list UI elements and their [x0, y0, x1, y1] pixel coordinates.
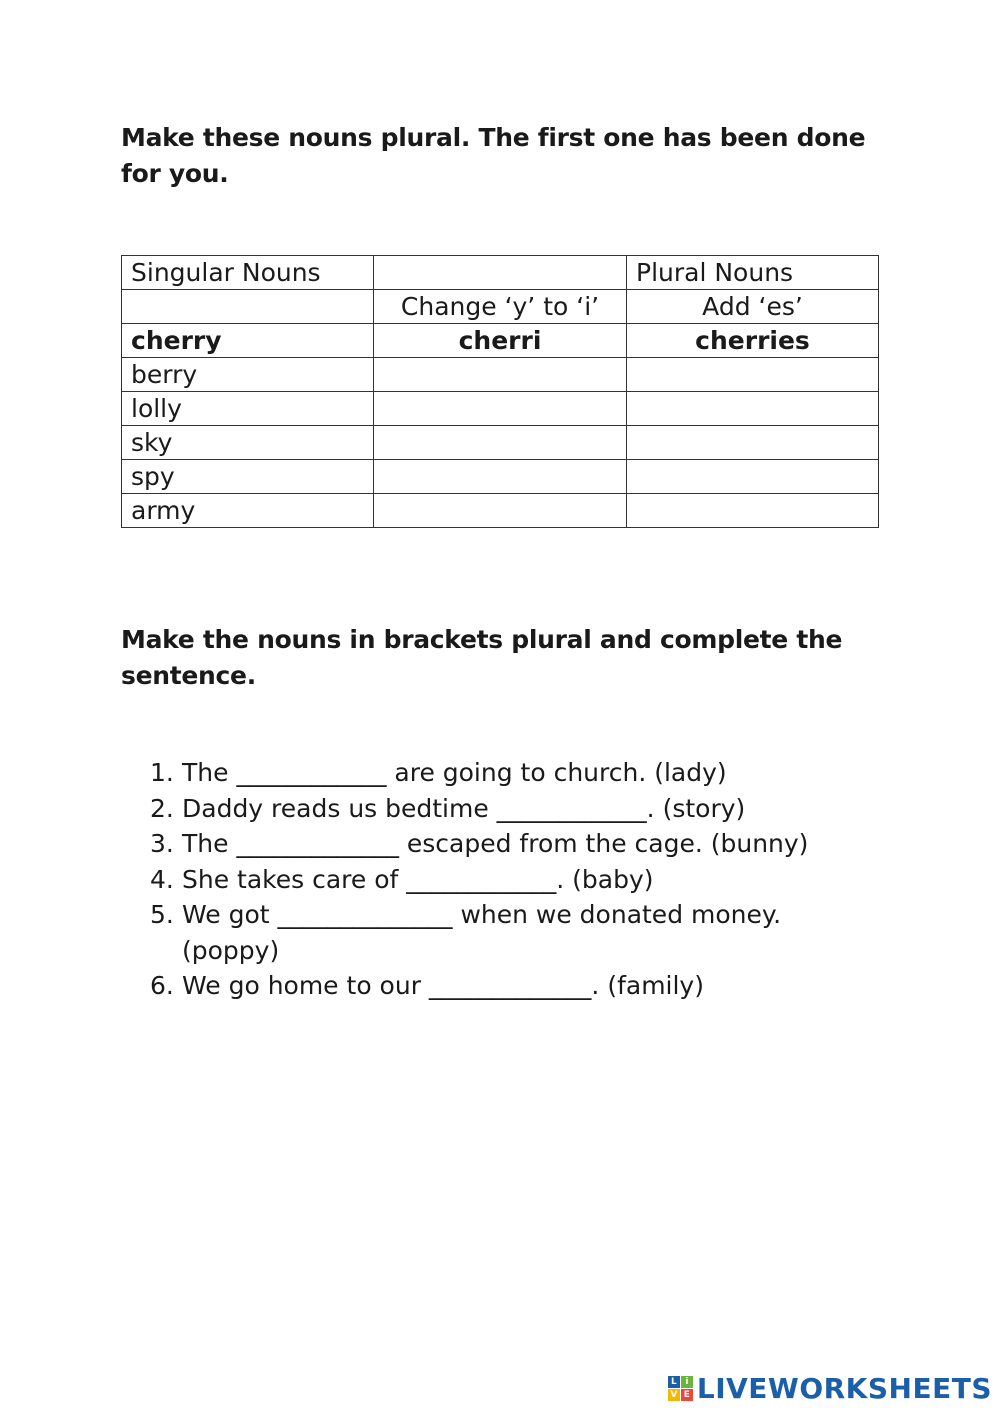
answer-cell-add-es[interactable] — [627, 392, 879, 426]
item-number: 3. — [150, 829, 174, 858]
answer-cell-add-es[interactable] — [627, 358, 879, 392]
item-number: 6. — [150, 971, 174, 1000]
example-singular: cherry — [122, 324, 374, 358]
table-header-cell: Singular Nouns — [122, 256, 374, 290]
instruction-plural-nouns: Make these nouns plural. The first one has been done for you. — [121, 123, 866, 188]
table-row — [122, 460, 879, 494]
list-item — [150, 862, 870, 898]
singular-noun-cell: sky — [122, 426, 374, 460]
table-row — [122, 494, 879, 528]
logo-letter: E — [681, 1389, 693, 1401]
plural-nouns-table — [121, 255, 879, 528]
item-number: 4. — [150, 864, 174, 894]
list-item — [150, 968, 870, 1004]
sentence-list — [150, 755, 870, 1004]
logo-letter: V — [668, 1389, 680, 1401]
item-number: 2. — [150, 793, 174, 823]
answer-cell-change-y[interactable] — [374, 426, 627, 460]
singular-noun-cell: lolly — [122, 392, 374, 426]
sentence-text[interactable]: The ____________ are going to church. (lady) — [182, 758, 727, 787]
item-number: 1. — [150, 758, 174, 787]
answer-cell-change-y[interactable] — [374, 358, 627, 392]
table-header-row — [122, 256, 879, 290]
sentence-text[interactable]: The _____________ escaped from the cage. (bunny) — [182, 829, 809, 858]
table-header-cell: Change ‘y’ to ‘i’ — [374, 290, 627, 324]
liveworksheets-branding — [668, 1372, 992, 1405]
sentence-text[interactable]: Daddy reads us bedtime ____________. (story) — [182, 793, 746, 823]
table-row — [122, 358, 879, 392]
instruction-complete-sentence: Make the nouns in brackets plural and complete the sentence. — [121, 625, 843, 690]
table-row — [122, 392, 879, 426]
example-plural: cherries — [627, 324, 879, 358]
liveworksheets-wordmark: LIVEWORKSHEETS — [696, 1372, 992, 1405]
example-change-y: cherri — [374, 324, 627, 358]
answer-cell-add-es[interactable] — [627, 494, 879, 528]
answer-cell-change-y[interactable] — [374, 494, 627, 528]
item-number: 5. — [150, 900, 174, 929]
singular-noun-cell: berry — [122, 358, 374, 392]
answer-cell-add-es[interactable] — [627, 426, 879, 460]
sentence-text[interactable]: We go home to our _____________. (family) — [182, 971, 704, 1000]
answer-cell-change-y[interactable] — [374, 392, 627, 426]
logo-letter: i — [681, 1376, 693, 1388]
answer-cell-change-y[interactable] — [374, 460, 627, 494]
table-row — [122, 426, 879, 460]
table-header-cell: Plural Nouns — [627, 256, 879, 290]
answer-cell-add-es[interactable] — [627, 460, 879, 494]
list-item — [150, 791, 870, 827]
list-item — [150, 897, 870, 968]
table-header-cell — [122, 290, 374, 324]
table-header-cell — [374, 256, 627, 290]
list-item — [150, 826, 870, 862]
table-example-row — [122, 324, 879, 358]
list-item — [150, 755, 870, 791]
singular-noun-cell: army — [122, 494, 374, 528]
table-header-cell: Add ‘es’ — [627, 290, 879, 324]
singular-noun-cell: spy — [122, 460, 374, 494]
liveworksheets-logo-icon — [668, 1376, 693, 1401]
logo-letter: L — [668, 1376, 680, 1388]
table-subheader-row — [122, 290, 879, 324]
sentence-text[interactable]: She takes care of ____________. (baby) — [182, 864, 654, 894]
sentence-text[interactable]: We got ______________ when we donated money. (poppy) — [182, 900, 782, 965]
